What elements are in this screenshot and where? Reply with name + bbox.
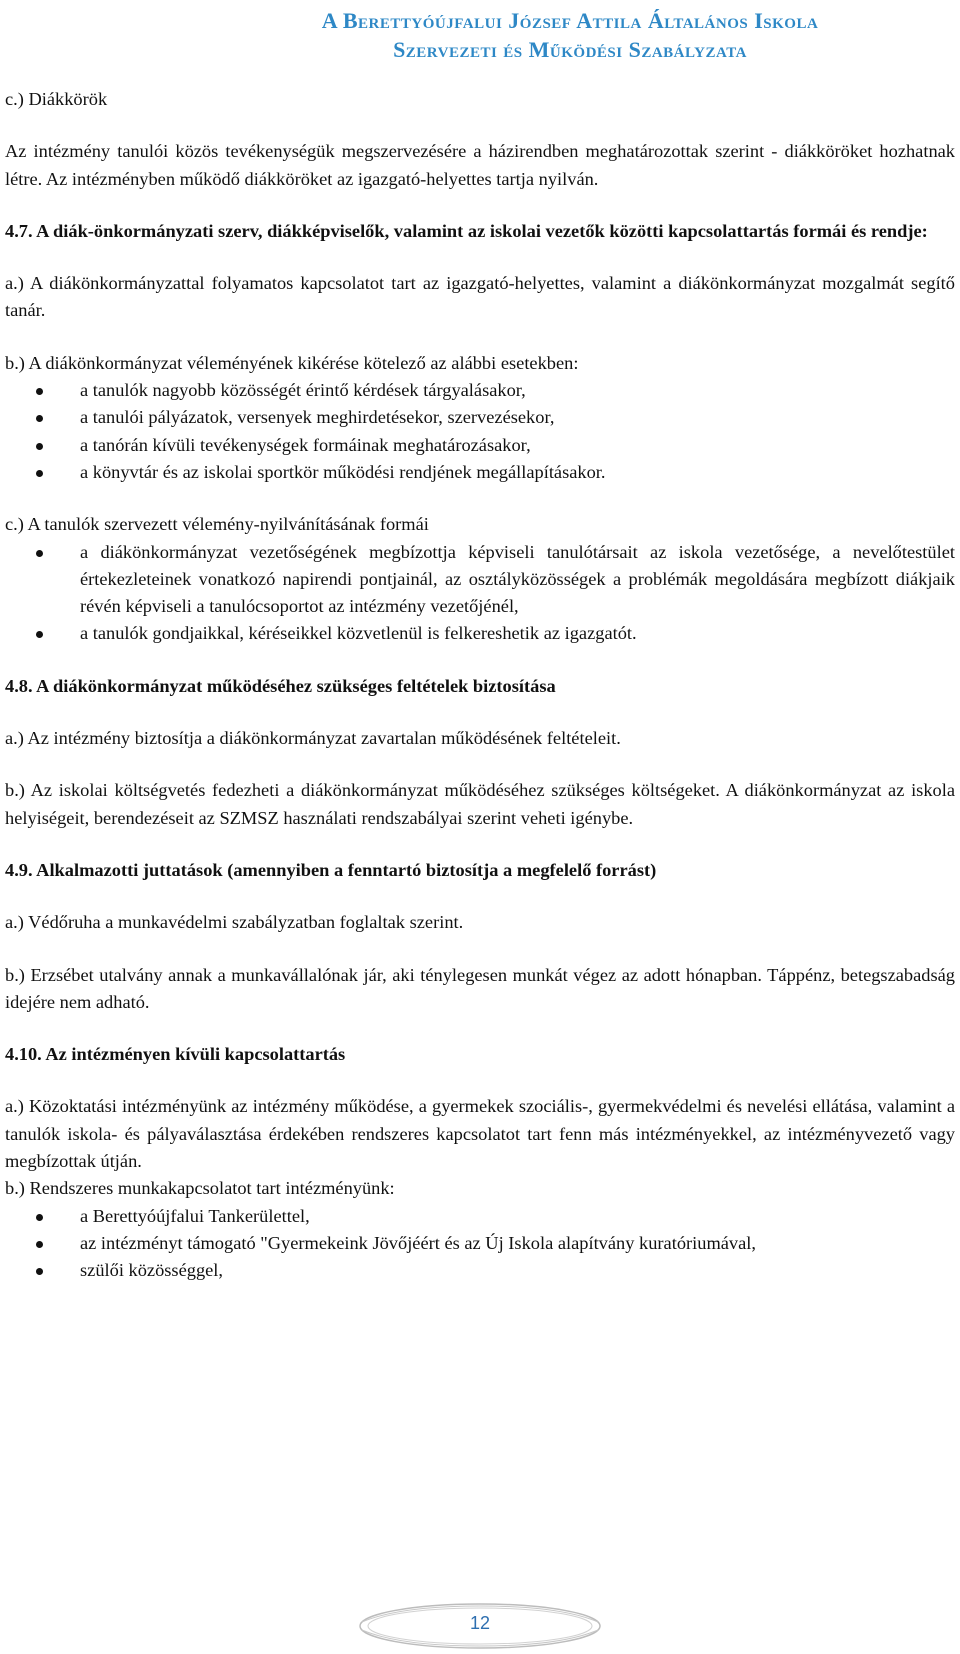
- bullet-icon: [36, 388, 43, 395]
- list-item: a könyvtár és az iskolai sportkör működési rendjének megállapításakor.: [5, 459, 955, 486]
- bullet-icon: [36, 415, 43, 422]
- paragraph-4-9-a: a.) Védőruha a munkavédelmi szabályzatban foglaltak szerint.: [5, 912, 464, 933]
- bullet-icon: [36, 1214, 43, 1221]
- header-document-title: Szervezeti és Működési Szabályzata: [393, 37, 747, 62]
- list-item: a tanulói pályázatok, versenyek meghirdetésekor, szervezésekor,: [5, 404, 955, 431]
- document-header: [220, 6, 920, 64]
- bullet-icon: [36, 631, 43, 638]
- list-4-7-b: [5, 377, 955, 486]
- paragraph-4-10-a: a.) Közoktatási intézményünk az intézmény működése, a gyermekek szociális-, gyermekvédelmi és nevelési ellátása, valamint a tanulók iskola- és pályaválasztása érdekében rendszeres kapcsolatot tart fenn más intézményekkel, az intézményvezető vagy megbízottak útján.: [5, 1096, 955, 1172]
- heading-4-7: 4.7. A diák-önkormányzati szerv, diákképviselők, valamint az iskolai vezetők közötti kapcsolattartás formái és rendje:: [5, 220, 928, 241]
- header-school-name: A Berettyóújfalui József Attila Általános Iskola: [321, 8, 819, 33]
- paragraph-4-8-a: a.) Az intézmény biztosítja a diákönkormányzat zavartalan működésének feltételeit.: [5, 728, 621, 749]
- paragraph-4-7-c: c.) A tanulók szervezett vélemény-nyilvánításának formái: [5, 514, 429, 535]
- page-number: 12: [469, 1613, 491, 1633]
- paragraph-4-10-b: b.) Rendszeres munkakapcsolatot tart intézményünk:: [5, 1178, 395, 1199]
- bullet-icon: [36, 550, 43, 557]
- page-footer: [0, 1600, 960, 1654]
- bullet-icon: [36, 443, 43, 450]
- list-item: a Berettyóújfalui Tankerülettel,: [5, 1203, 955, 1230]
- paragraph-4-7-a: a.) A diákönkormányzattal folyamatos kapcsolatot tart az igazgató-helyettes, valamint a diákönkormányzat mozgalmát segítő tanár.: [5, 273, 955, 321]
- paragraph-4-9-b: b.) Erzsébet utalvány annak a munkavállalónak jár, aki ténylegesen munkát végez az adott hónapban. Táppénz, betegszabadság idejére nem adható.: [5, 964, 955, 1012]
- heading-4-9: 4.9. Alkalmazotti juttatások (amennyiben a fenntartó biztosítja a megfelelő forrást): [5, 859, 657, 880]
- bullet-icon: [36, 470, 43, 477]
- list-4-10-b: [5, 1203, 955, 1285]
- heading-4-8: 4.8. A diákönkormányzat működéséhez szükséges feltételek biztosítása: [5, 675, 556, 696]
- section-title-diakkorok: c.) Diákkörök: [5, 89, 108, 109]
- document-body: [5, 86, 955, 1285]
- list-item: a tanulók nagyobb közösségét érintő kérdések tárgyalásakor,: [5, 377, 955, 404]
- paragraph-4-7-b: b.) A diákönkormányzat véleményének kikérése kötelező az alábbi esetekben:: [5, 352, 579, 373]
- heading-4-10: 4.10. Az intézményen kívüli kapcsolattartás: [5, 1044, 346, 1065]
- list-item: a tanórán kívüli tevékenységek formáinak meghatározásakor,: [5, 432, 955, 459]
- paragraph-4-8-b: b.) Az iskolai költségvetés fedezheti a diákönkormányzat működéséhez szükséges költségeket. A diákönkormányzat az iskola helyiségeit, berendezéseit az SZMSZ használati rendszabályai szerint veheti igénybe.: [5, 780, 955, 828]
- bullet-icon: [36, 1241, 43, 1248]
- list-item: a diákönkormányzat vezetőségének megbízottja képviseli tanulótársait az iskola vezetősége, a nevelőtestület értekezleteinek vonatkozó napirendi pontjainál, az osztályközösségek a problémák megoldására megbízott diákjaik révén képviseli a tanulócsoportot az intézmény vezetőjénél,: [5, 539, 955, 621]
- list-4-7-c: [5, 539, 955, 648]
- paragraph-diakkorok: Az intézmény tanulói közös tevékenységük megszervezésére a házirendben meghatározottak szerint - diákköröket hozhatnak létre. Az intézményben működő diákköröket az igazgató-helyettes tartja nyilván.: [5, 141, 955, 189]
- list-item: szülői közösséggel,: [5, 1257, 955, 1284]
- list-item: a tanulók gondjaikkal, kéréseikkel közvetlenül is felkereshetik az igazgatót.: [5, 620, 955, 647]
- list-item: az intézményt támogató "Gyermekeink Jövőjéért és az Új Iskola alapítvány kuratóriumával,: [5, 1230, 955, 1257]
- bullet-icon: [36, 1268, 43, 1275]
